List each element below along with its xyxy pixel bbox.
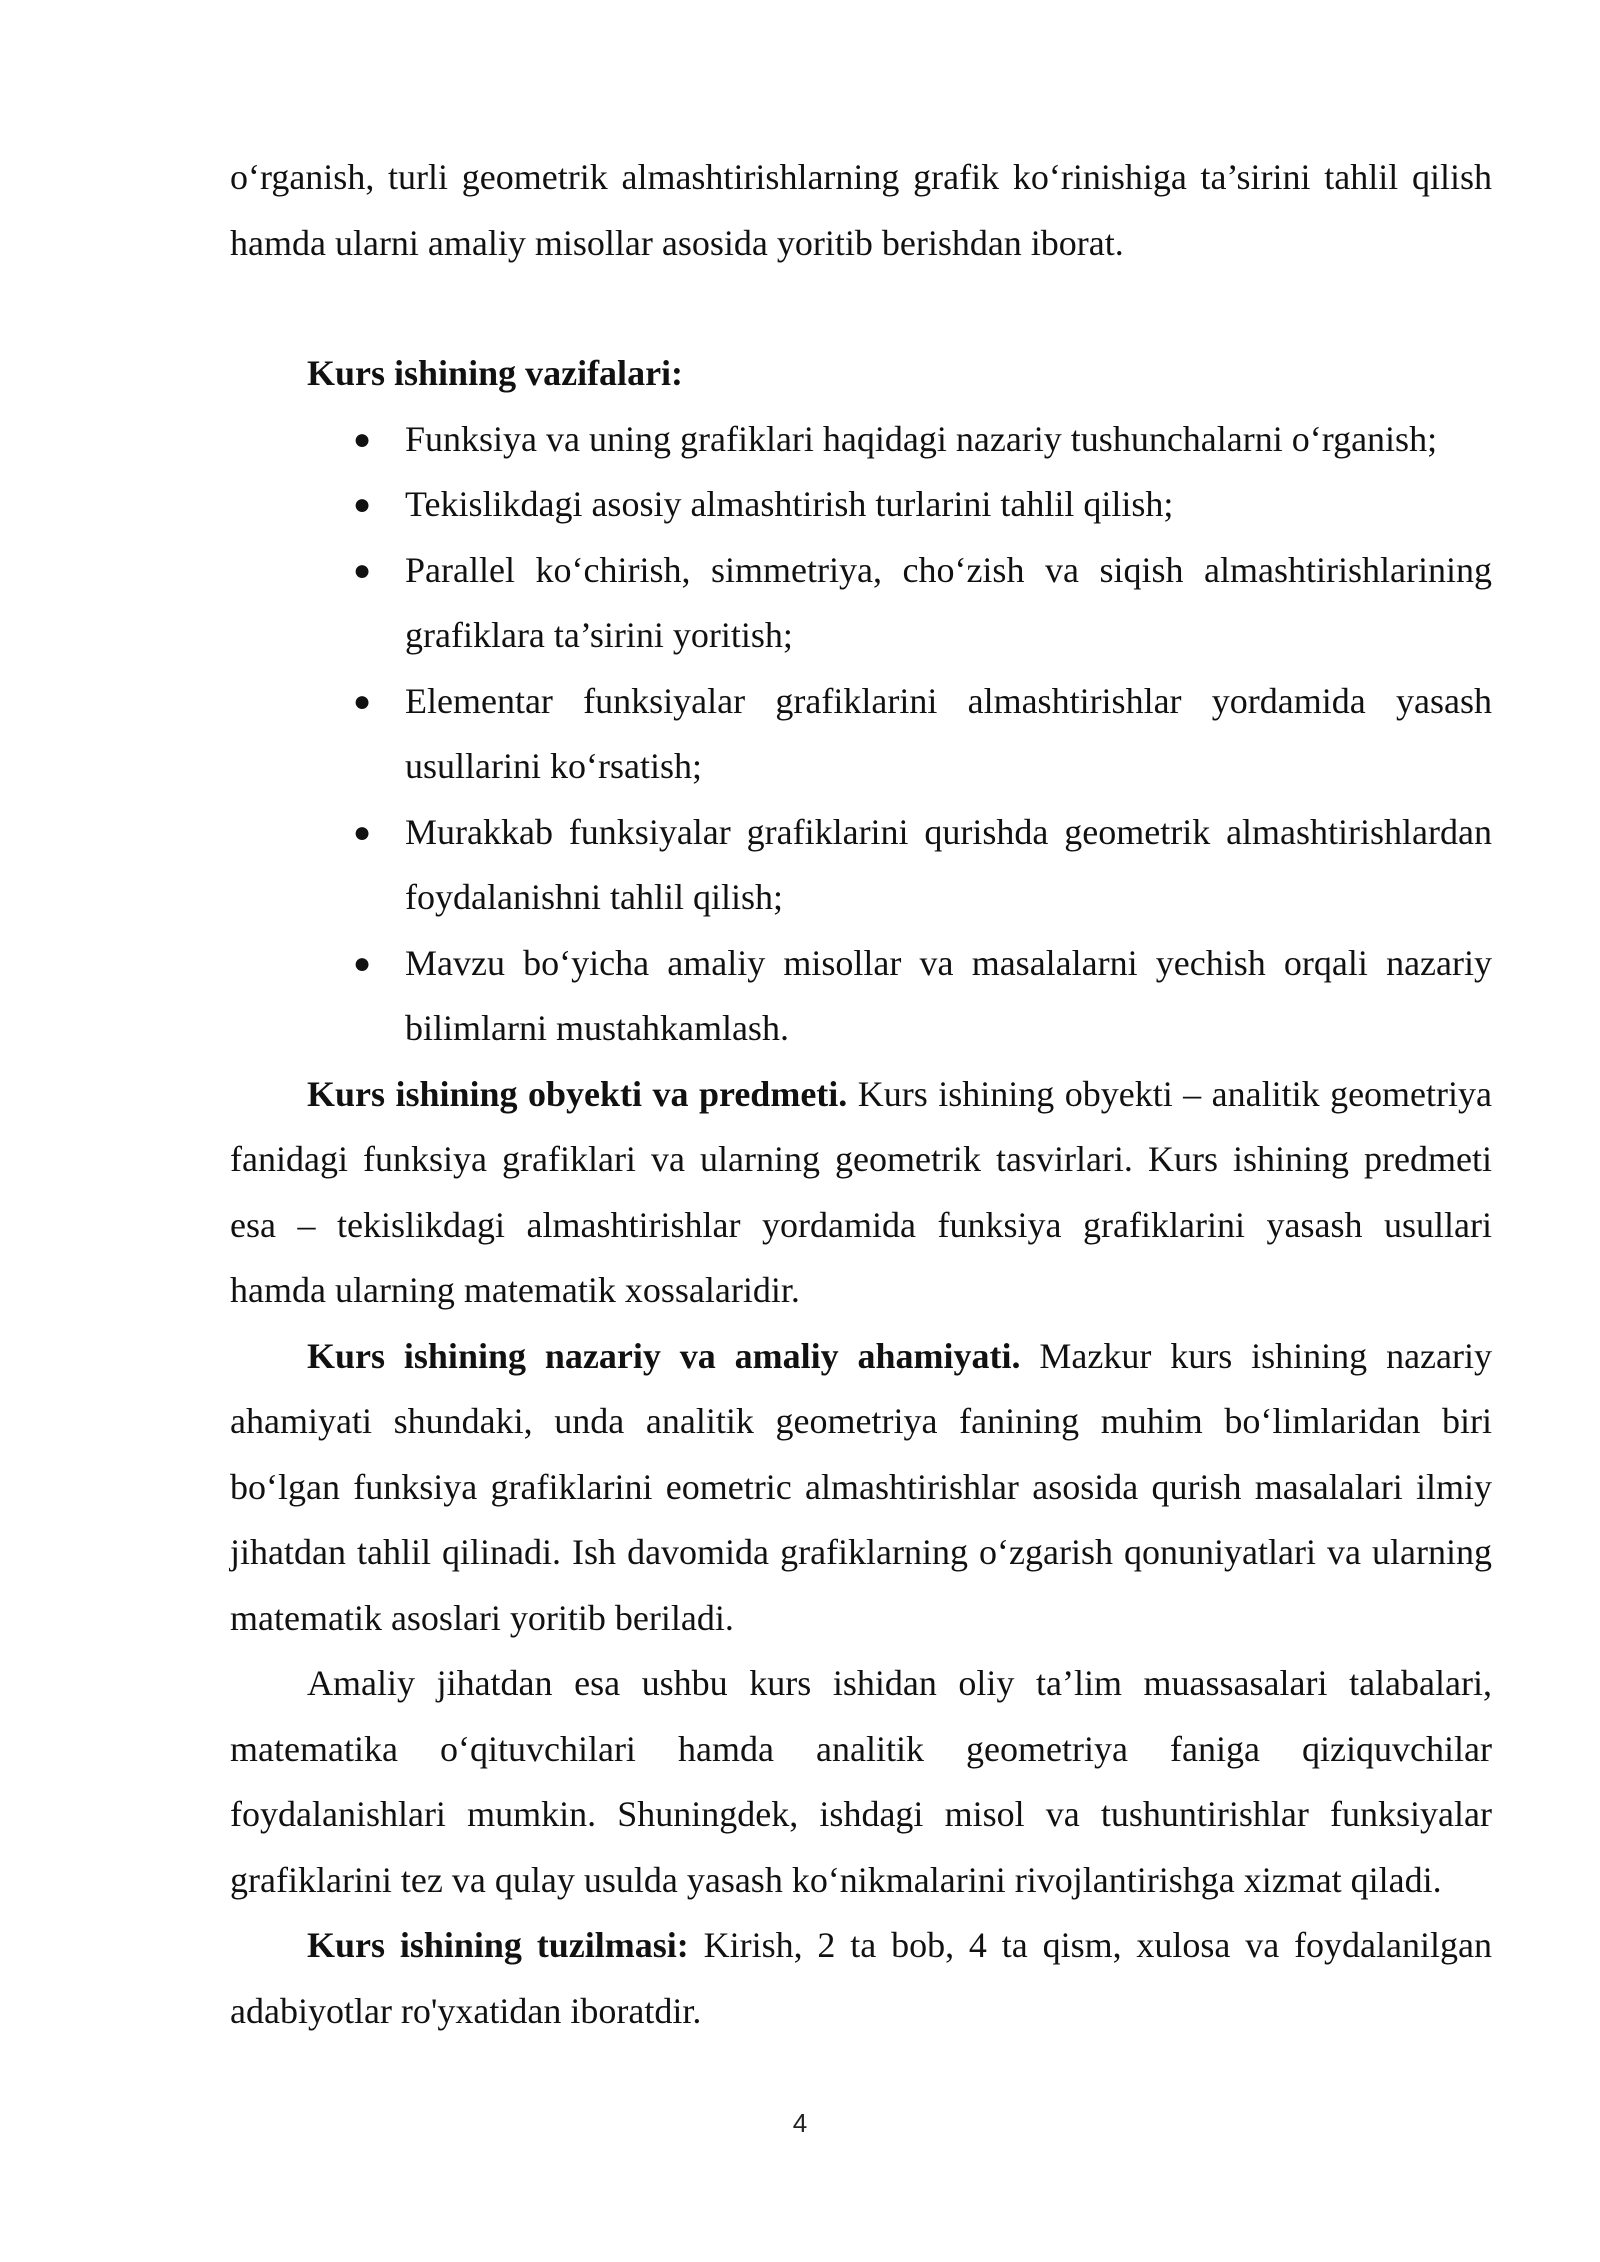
task-item: [353, 669, 1492, 800]
tasks-heading: Kurs ishining vazifalari:: [307, 353, 684, 393]
bullet-icon: ●: [353, 946, 372, 980]
object-lead: Kurs ishining obyekti va predmeti.: [307, 1073, 848, 1114]
structure-text: Kirish, 2 ta bob, 4 ta qism, xulosa va foydalanilgan adabiyotlar ro'yxatidan iboratdir.: [230, 1925, 1492, 2031]
bullet-icon: ●: [353, 815, 372, 849]
object-paragraph: [230, 1062, 1492, 1324]
task-item: [353, 472, 1492, 538]
significance-lead: Kurs ishining nazariy va amaliy ahamiyati.: [307, 1335, 1021, 1376]
task-item-text: Mavzu bo‘yicha amaliy misollar va masalalarni yechish orqali nazariy bilimlarni mustahkamlash.: [405, 942, 1492, 1048]
structure-lead: Kurs ishining tuzilmasi:: [307, 1925, 689, 1965]
task-item-text: Parallel ko‘chirish, simmetriya, cho‘zish va siqish almashtirishlarining grafiklara ta’sirini yoritish;: [405, 549, 1492, 655]
task-item: [353, 538, 1492, 669]
task-item-text: Elementar funksiyalar grafiklarini almashtirishlar yordamida yasash usullarini ko‘rsatish;: [405, 680, 1492, 786]
task-item-text: Funksiya va uning grafiklari haqidagi nazariy tushunchalarni o‘rganish;: [405, 418, 1438, 459]
bullet-icon: ●: [353, 488, 372, 521]
tasks-list: [230, 407, 1492, 1062]
task-item-text: Murakkab funksiyalar grafiklarini qurishda geometrik almashtirishlardan foydalanishni tahlil qilish;: [405, 811, 1492, 917]
task-item: [353, 800, 1492, 931]
bullet-icon: ●: [353, 553, 372, 587]
task-item: [353, 407, 1492, 473]
intro-continuation-paragraph: o‘rganish, turli geometrik almashtirishlarning grafik ko‘rinishiga ta’sirini tahlil qilish hamda ularni amaliy misollar asosida yoritib berishdan iborat.: [230, 157, 1492, 263]
bullet-icon: ●: [353, 422, 372, 456]
document-page: [230, 145, 1492, 2044]
practical-paragraph: Amaliy jihatdan esa ushbu kurs ishidan oliy ta’lim muassasalari talabalari, matematika o‘qituvchilari hamda analitik geometriya faniga qiziquvchilar foydalanishlari mumkin. Shuningdek, ishdagi misol va tushuntirishlar funksiyalar grafiklarini tez va qulay usulda yasash ko‘nikmalarini rivojlantirishga xizmat qiladi.: [230, 1663, 1492, 1900]
task-item-text: Tekislikdagi asosiy almashtirish turlarini tahlil qilish;: [405, 484, 1174, 524]
significance-text: Mazkur kurs ishining nazariy ahamiyati shundaki, unda analitik geometriya fanining muhim bo‘limlaridan biri bo‘lgan funksiya grafiklarini eometric almashtirishlar asosida qurish masalalari ilmiy jihatdan tahlil qilinadi. Ish davomida grafiklarning o‘zgarish qonuniyatlari va ularning matematik asoslari yoritib beriladi.: [230, 1335, 1492, 1638]
object-text: Kurs ishining obyekti – analitik geometriya fanidagi funksiya grafiklari va ularning geometrik tasvirlari. Kurs ishining predmeti esa – tekislikdagi almashtirishlar yordamida funksiya grafiklarini yasash usullari hamda ularning matematik xossalaridir.: [230, 1073, 1492, 1310]
significance-paragraph: [230, 1324, 1492, 1652]
page-number: 4: [792, 2108, 808, 2138]
structure-paragraph: [230, 1913, 1492, 2044]
bullet-icon: ●: [353, 684, 372, 718]
task-item: [353, 931, 1492, 1062]
